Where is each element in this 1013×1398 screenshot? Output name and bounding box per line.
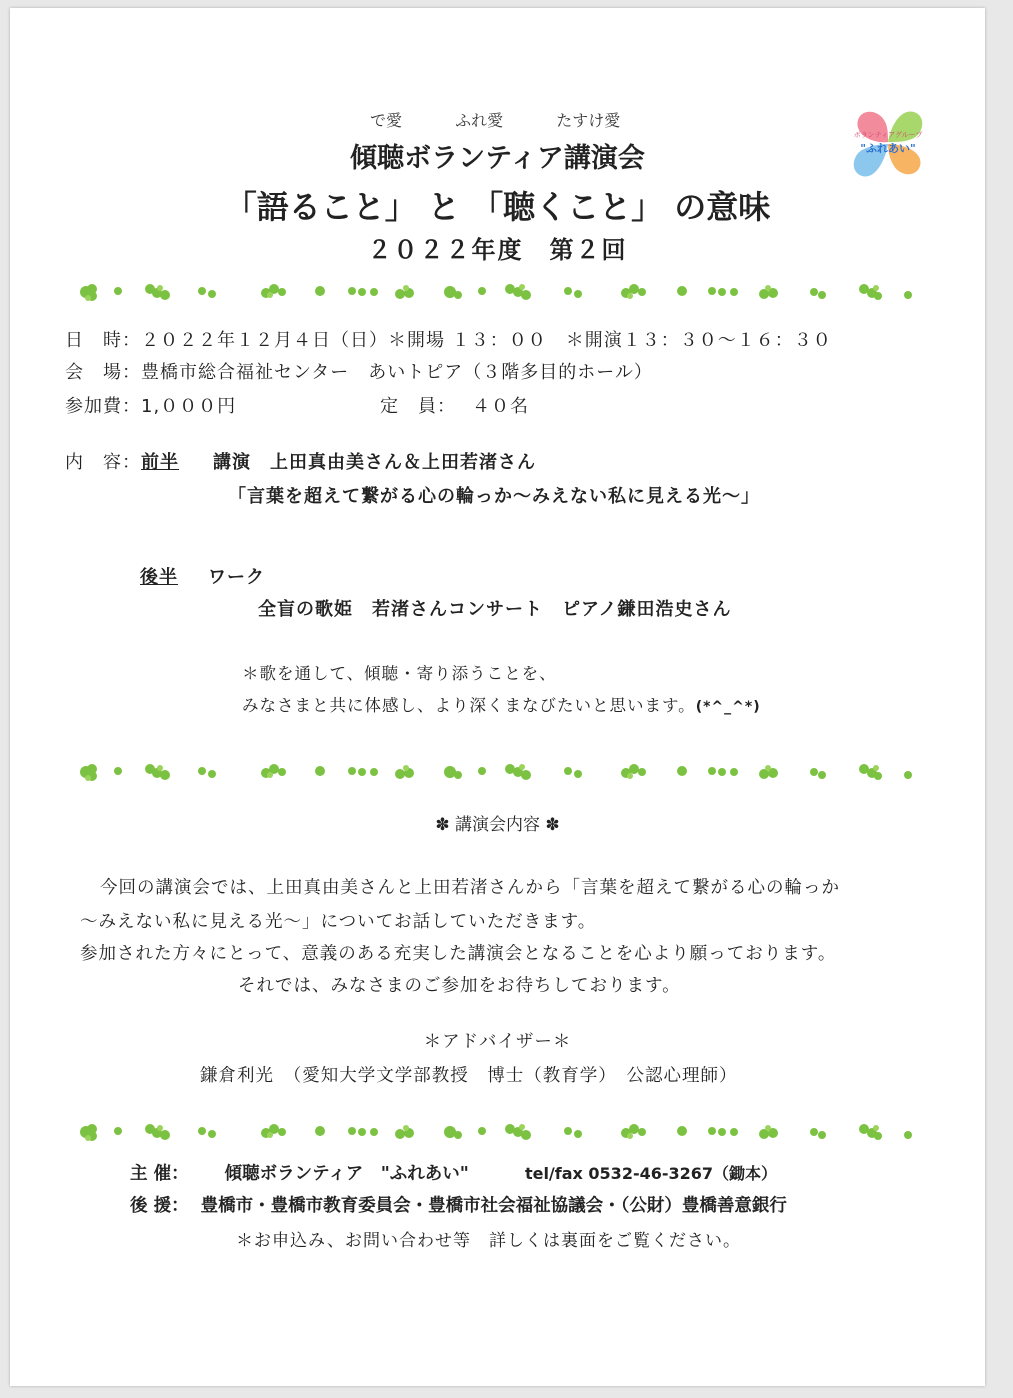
intro-line1: 今回の講演会では、上田真由美さんと上田若渚さんから「言葉を超えて繋がる心の輪っか <box>100 878 840 898</box>
section-heading <box>10 810 985 835</box>
event-title: 傾聴ボランティア講演会 <box>350 143 645 174</box>
note-line2 <box>242 692 761 716</box>
venue-row <box>65 358 653 384</box>
flyer-page <box>10 8 985 1386</box>
date-row <box>65 326 832 352</box>
venue-value: 豊橋市総合福祉センター あいトピア（３階多目的ホール） <box>141 362 653 383</box>
note-line2-text: みなさまと共に体感し、より深くまなびたいと思います。 <box>242 696 696 715</box>
logo-line1: ボランティアグループ <box>853 131 923 139</box>
flower-icon: ✽ <box>435 815 450 835</box>
date-value: ２０２２年１２月４日（日）＊開場 １３：００ ＊開演１３：３０～１６：３０ <box>141 330 832 351</box>
footer-note: ＊お申込み、お問い合わせ等 詳しくは裏面をご覧ください。 <box>236 1231 742 1251</box>
intro-line4: それでは、みなさまのご参加をお待ちしております。 <box>238 976 681 996</box>
second-half-row <box>140 563 265 589</box>
support-value: 豊橋市・豊橋市教育委員会・豊橋市社会福祉協議会・（公財）豊橋善意銀行 <box>200 1196 787 1216</box>
clover-border-icon <box>70 1120 930 1144</box>
intro-line3: 参加された方々にとって、意義のある充実した講演会となることを心より願っております。 <box>80 944 837 964</box>
note-emoticon: (*^_^*) <box>695 699 761 715</box>
host-label: 主 催： <box>130 1164 189 1184</box>
first-half-label: 前半 <box>141 452 179 473</box>
content-label: 内 容： <box>65 452 141 473</box>
host-row <box>130 1160 777 1185</box>
subtitle-word: で愛 <box>370 111 403 130</box>
clover-divider <box>70 760 930 784</box>
date-label: 日 時： <box>65 330 141 351</box>
support-row <box>130 1192 787 1217</box>
clover-border-icon <box>70 760 930 784</box>
first-half-title: 「言葉を超えて繋がる心の輪っか～みえない私に見える光～」 <box>228 486 760 507</box>
first-half-text: 講演 上田真由美さん＆上田若渚さん <box>213 452 536 473</box>
subtitle-word: ふれ愛 <box>455 111 504 130</box>
fee-label: 参加費： <box>65 396 141 417</box>
intro-line2: ～みえない私に見える光～」についてお話していただきます。 <box>80 912 597 932</box>
capacity-label: 定 員： <box>380 396 456 417</box>
support-label: 後 援： <box>130 1196 189 1216</box>
content-row <box>65 448 536 474</box>
note-line1: ＊歌を通して、傾聴・寄り添うことを、 <box>242 664 557 683</box>
second-half-text: ワーク <box>208 567 265 588</box>
section-heading-text: 講演会内容 <box>455 815 540 835</box>
event-edition: ２０２２年度 第２回 <box>367 236 628 264</box>
capacity-row <box>380 392 529 418</box>
subtitle-word: たすけ愛 <box>556 111 621 130</box>
clover-divider <box>70 1120 930 1144</box>
host-contact: tel/fax 0532-46-3267（鋤本） <box>524 1164 778 1183</box>
logo-line2: "ふれあい" <box>860 142 916 155</box>
host-value: 傾聴ボランティア "ふれあい" <box>224 1164 469 1184</box>
subtitle-words <box>370 108 620 131</box>
clover-border-icon <box>70 280 930 304</box>
advisor-text: 鎌倉利光 （愛知大学文学部教授 博士（教育学） 公認心理師） <box>200 1066 738 1086</box>
fee-value: 1,０００円 <box>141 396 237 417</box>
flower-icon: ✽ <box>545 815 560 835</box>
fee-row <box>65 392 236 418</box>
capacity-value: ４０名 <box>472 396 529 417</box>
second-half-label: 後半 <box>140 567 178 588</box>
event-theme: 「語ること」 と 「聴くこと」 の意味 <box>224 188 771 226</box>
venue-label: 会 場： <box>65 362 141 383</box>
second-half-detail: 全盲の歌姫 若渚さんコンサート ピアノ鎌田浩史さん <box>258 599 732 620</box>
clover-divider <box>70 280 930 304</box>
advisor-heading: ＊アドバイザー＊ <box>423 1032 572 1052</box>
